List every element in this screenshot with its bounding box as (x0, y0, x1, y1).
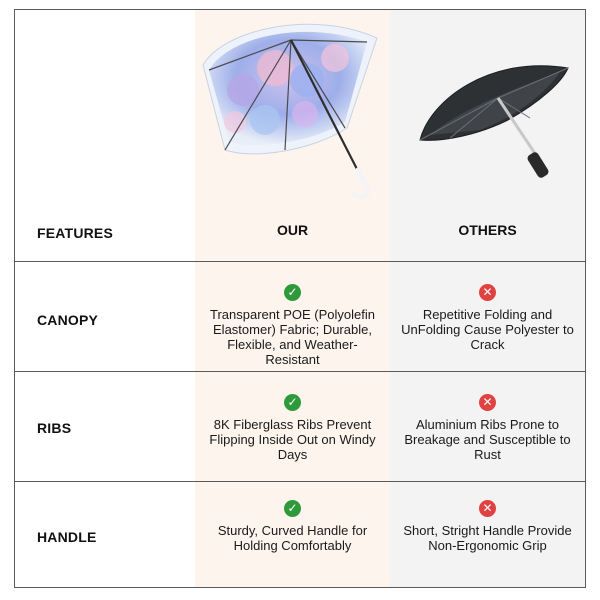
feature-canopy: CANOPY (37, 312, 99, 328)
our-canopy-text: Transparent POE (Polyolefin Elastomer) Fabric; Durable, Flexible, and Weather-Resistant (210, 307, 375, 367)
our-ribs-text: 8K Fiberglass Ribs Prevent Flipping Inside Out on Windy Days (209, 417, 376, 462)
our-handle-cell (195, 500, 390, 553)
others-canopy-cell (390, 284, 585, 352)
our-ribs-cell (195, 394, 390, 462)
others-ribs-cell (390, 394, 585, 462)
features-heading: FEATURES (37, 225, 114, 241)
cross-icon: ✕ (479, 500, 496, 517)
feature-ribs: RIBS (37, 420, 72, 436)
cross-icon: ✕ (479, 284, 496, 301)
others-ribs-text: Aluminium Ribs Prone to Breakage and Susceptible to Rust (404, 417, 571, 462)
cross-icon: ✕ (479, 394, 496, 411)
comparison-table (14, 9, 586, 588)
others-handle-cell (390, 500, 585, 553)
row-divider (15, 371, 585, 372)
row-divider (15, 261, 585, 262)
our-handle-text: Sturdy, Curved Handle for Holding Comfortably (217, 523, 368, 553)
our-canopy-cell (195, 284, 390, 367)
our-heading: OUR (276, 222, 309, 238)
others-handle-text: Short, Stright Handle Provide Non-Ergonomic Grip (403, 523, 572, 553)
row-divider (15, 481, 585, 482)
others-heading: OTHERS (458, 222, 517, 238)
check-icon: ✓ (284, 284, 301, 301)
check-icon: ✓ (284, 500, 301, 517)
clear-floral-dome-umbrella-icon (195, 10, 390, 200)
feature-handle: HANDLE (37, 529, 97, 545)
check-icon: ✓ (284, 394, 301, 411)
others-canopy-text: Repetitive Folding and UnFolding Cause Polyester to Crack (401, 307, 574, 352)
black-folding-umbrella-icon (390, 10, 585, 200)
